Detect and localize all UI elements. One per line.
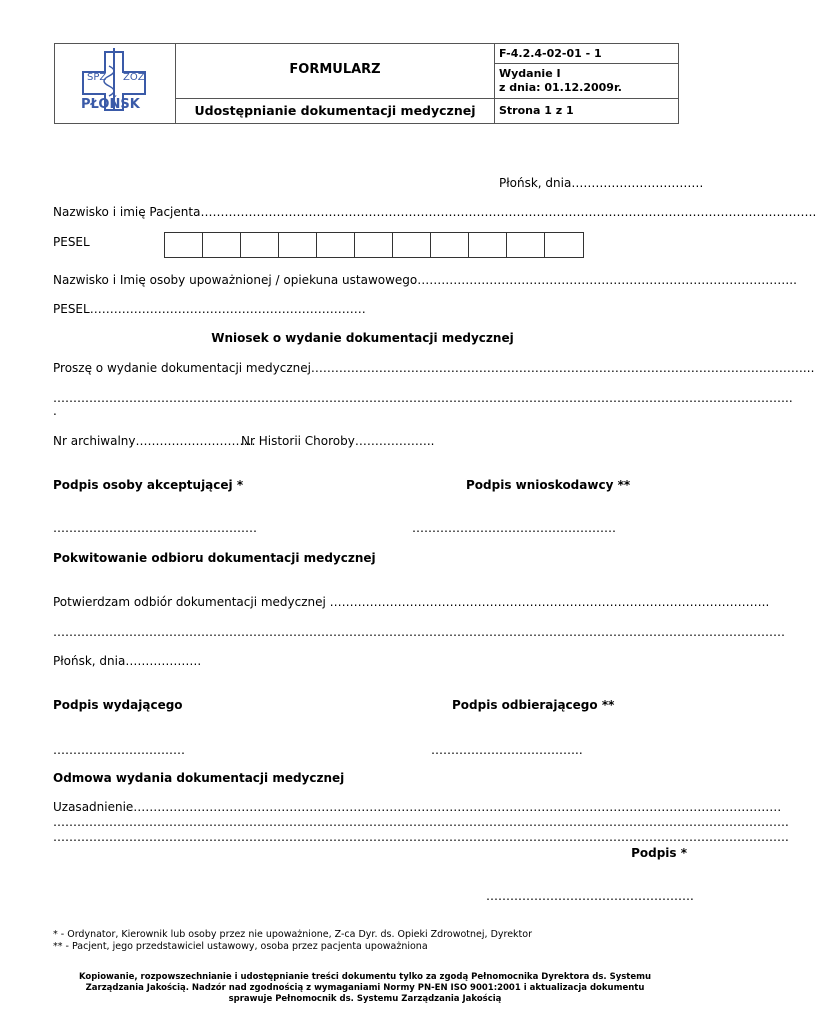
pesel-label: PESEL (53, 235, 90, 249)
document-header (54, 43, 679, 124)
pesel-digit-box[interactable] (203, 233, 241, 257)
pesel-digit-box[interactable] (469, 233, 507, 257)
request-section-title: Wniosek o wydanie dokumentacji medycznej (211, 331, 514, 345)
applicant-signature-label: Podpis wnioskodawcy ** (466, 478, 631, 492)
form-title: Udostępnianie dokumentacji medycznej (194, 103, 476, 118)
issuer-signature-line[interactable]: …………………………… (53, 743, 185, 757)
accepting-signature-label: Podpis osoby akceptującej * (53, 478, 244, 492)
footnote-2: ** - Pacjent, jego przedstawiciel ustawowy, osoba przez pacjenta upoważniona (53, 941, 428, 952)
archive-number-field[interactable]: Nr archiwalny………………………… (53, 434, 256, 448)
authorized-pesel-field[interactable]: PESEL…………………………………………………………… (53, 302, 366, 316)
form-type: FORMULARZ (289, 62, 381, 77)
history-number-field[interactable]: Nr Historii Choroby……………….. (241, 434, 435, 448)
justification-line-1[interactable]: Uzasadnienie……………………………………………………………………………………………………………………………………………… (53, 800, 782, 814)
pesel-digit-box[interactable] (355, 233, 393, 257)
footnote-1: * - Ordynator, Kierownik lub osoby przez nie upoważnione, Z-ca Dyr. ds. Opieki Zdrowotnej, Dyrektor (53, 929, 532, 940)
request-line-2-end: . (53, 404, 57, 418)
divider (495, 63, 678, 64)
pesel-digit-box[interactable] (241, 233, 279, 257)
edition: Wydanie I (499, 67, 561, 80)
receipt-line-2[interactable]: ………………………………………………………………………………………………………………………………………………………………… (53, 625, 785, 639)
authorized-person-field[interactable]: Nazwisko i Imię osoby upoważnionej / opiekuna ustawowego………………………………………………………………………………….. (53, 273, 797, 287)
pesel-digit-box[interactable] (279, 233, 317, 257)
request-line-2[interactable]: ………………………………………………………………………………………………………………………………………………………………….. (53, 391, 793, 405)
justification-line-2[interactable]: …………………………………………………………………………………………………………………………………………………………………. (53, 815, 789, 829)
refusal-section-title: Odmowa wydania dokumentacji medycznej (53, 771, 345, 785)
pesel-input-boxes[interactable] (164, 232, 584, 258)
receiver-signature-label: Podpis odbierającego ** (452, 698, 615, 712)
receipt-section-title: Pokwitowanie odbioru dokumentacji medycznej (53, 551, 376, 565)
pesel-digit-box[interactable] (507, 233, 545, 257)
form-code: F-4.2.4-02-01 - 1 (499, 47, 602, 60)
svg-text:ZOZ: ZOZ (123, 72, 145, 83)
meta-cell (495, 44, 678, 123)
request-line-1[interactable]: Proszę o wydanie dokumentacji medycznej……………………………………………………………………………………………………………... (53, 361, 815, 375)
justification-line-3[interactable]: …………………………………………………………………………………………………………………………………………………………………. (53, 830, 789, 844)
issuer-signature-label: Podpis wydającego (53, 698, 183, 712)
page-number: Strona 1 z 1 (499, 104, 574, 117)
edition-date: z dnia: 01.12.2009r. (499, 81, 622, 94)
receipt-line-1[interactable]: Potwierdzam odbiór dokumentacji medycznej ……………………………………………………………………………………………….. (53, 595, 770, 609)
refusal-signature-label: Podpis * (631, 846, 687, 860)
refusal-signature-line[interactable]: ……………………………………………. (486, 889, 694, 903)
receipt-date-field[interactable]: Płońsk, dnia………………. (53, 654, 202, 668)
pesel-digit-box[interactable] (545, 233, 583, 257)
divider (176, 98, 678, 99)
title-cell (176, 44, 495, 123)
pesel-digit-box[interactable] (165, 233, 203, 257)
pesel-digit-box[interactable] (431, 233, 469, 257)
logo-cell (55, 44, 176, 123)
svg-text:SPZ: SPZ (87, 72, 107, 83)
pesel-digit-box[interactable] (317, 233, 355, 257)
place-date-field[interactable]: Płońsk, dnia…………………………… (499, 176, 704, 190)
footer-notice: Kopiowanie, rozpowszechnianie i udostępnianie treści dokumentu tylko za zgodą Pełnomocnika Dyrektora ds. Systemu Zarządzania Jakością. Nadzór nad zgodnością z wymaganiami Normy PN-EN ISO 9001:2001 i aktualizacja dokumentu sprawuje Pełnomocnik ds. Systemu Zarządzania Jakością (78, 972, 652, 1004)
applicant-signature-line[interactable]: …………………………………………… (412, 521, 616, 535)
patient-name-field[interactable]: Nazwisko i imię Pacjenta………………………………………………………………………………………………………………………………………. (53, 205, 816, 219)
spzzoz-logo (55, 44, 175, 123)
accepting-signature-line[interactable]: …………………………………………… (53, 521, 257, 535)
pesel-digit-box[interactable] (393, 233, 431, 257)
receiver-signature-line[interactable]: ……………………………….. (431, 743, 583, 757)
svg-text:PŁOŃSK: PŁOŃSK (81, 97, 140, 112)
